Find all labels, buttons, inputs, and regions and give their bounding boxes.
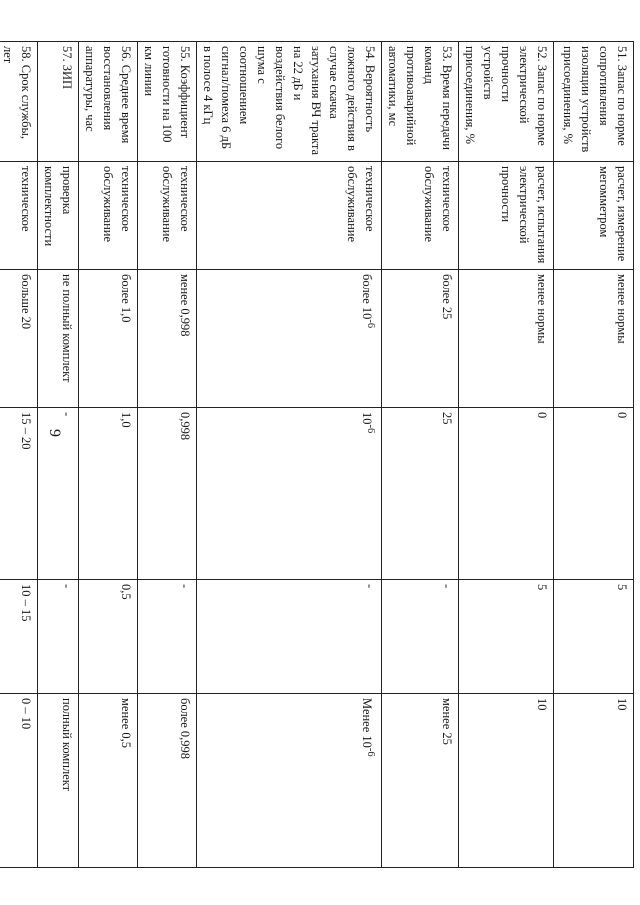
value-cell: 10 – 15	[0, 580, 38, 694]
value-cell	[197, 408, 382, 580]
param-cell: 52. Запас по норме электрической прочности устройств присоединения, %	[459, 42, 554, 162]
value-cell: -	[38, 580, 79, 694]
param-cell: 56. Среднее время восстановления аппаратуры, час	[79, 42, 138, 162]
value-cell: 5	[554, 580, 634, 694]
criterion-cell: менее нормы	[459, 270, 554, 408]
table-row	[197, 42, 382, 868]
value-cell: менее 0,5	[79, 694, 138, 868]
table-row	[79, 42, 138, 868]
value-cell: 25	[382, 408, 459, 580]
method-cell: расчет, испытания электрической прочности	[459, 162, 554, 270]
rotated-table-container	[1, 41, 634, 867]
value-cell: 0	[459, 408, 554, 580]
criterion-cell: больше 20	[0, 270, 38, 408]
method-cell: техническое обслуживание	[138, 162, 197, 270]
criterion-cell	[197, 270, 382, 408]
criterion-cell: менее 0,998	[138, 270, 197, 408]
param-cell: 51. Запас по норме сопротивления изоляции устройств присоединения, %	[554, 42, 634, 162]
value-cell: 5	[459, 580, 554, 694]
table-wrapper	[1, 41, 634, 867]
value-exponent: -6	[365, 747, 376, 757]
param-cell: 57. ЗИП	[38, 42, 79, 162]
method-cell: техническое обслуживание	[197, 162, 382, 270]
method-cell: техническое обслуживание	[382, 162, 459, 270]
value-cell: -	[197, 580, 382, 694]
criterion-cell: не полный комплект	[38, 270, 79, 408]
value-cell: 15 – 20	[0, 408, 38, 580]
table-row	[459, 42, 554, 868]
value-cell: более 0,998	[138, 694, 197, 868]
value-cell: 0	[554, 408, 634, 580]
criteria-table	[0, 41, 634, 868]
method-cell: техническое	[0, 162, 38, 270]
table-row	[382, 42, 459, 868]
value-text: 10	[359, 412, 374, 425]
value-cell: 0,998	[138, 408, 197, 580]
value-cell: -	[382, 580, 459, 694]
table-row	[0, 42, 38, 868]
criterion-text: более 10	[359, 274, 374, 320]
param-cell: 55. Коэффициент готовности на 100 км линии	[138, 42, 197, 162]
value-cell	[197, 694, 382, 868]
criterion-cell: более 1,0	[79, 270, 138, 408]
value-cell: полный комплект	[38, 694, 79, 868]
criterion-cell: менее нормы	[554, 270, 634, 408]
criterion-exponent: -6	[365, 319, 376, 329]
param-cell: 58. Срок службы, лет	[0, 42, 38, 162]
table-row	[38, 42, 79, 868]
criterion-cell: более 25	[382, 270, 459, 408]
page-number: 9	[46, 429, 63, 437]
value-cell: 1,0	[79, 408, 138, 580]
value-text: Менее 10	[359, 698, 374, 748]
value-exponent: -6	[365, 424, 376, 434]
method-cell: расчет, измерение мегомметром	[554, 162, 634, 270]
value-cell: -	[38, 408, 79, 580]
value-cell: 10	[554, 694, 634, 868]
table-row	[138, 42, 197, 868]
value-cell: 0,5	[79, 580, 138, 694]
param-cell: 53. Время передачи команд противоаварийной автоматики, мс	[382, 42, 459, 162]
value-cell: -	[138, 580, 197, 694]
value-cell: 10	[459, 694, 554, 868]
value-cell: 0 – 10	[0, 694, 38, 868]
table-row	[554, 42, 634, 868]
param-cell: 54. Вероятность ложного действия в случае скачка затухания ВЧ тракта на 22 дБ и воздействия белого шума с соотношением сигнал/помеха 6 дБ в полосе 4 кГц	[197, 42, 382, 162]
method-cell: проверка комплектности	[38, 162, 79, 270]
method-cell: техническое обслуживание	[79, 162, 138, 270]
value-cell: менее 25	[382, 694, 459, 868]
